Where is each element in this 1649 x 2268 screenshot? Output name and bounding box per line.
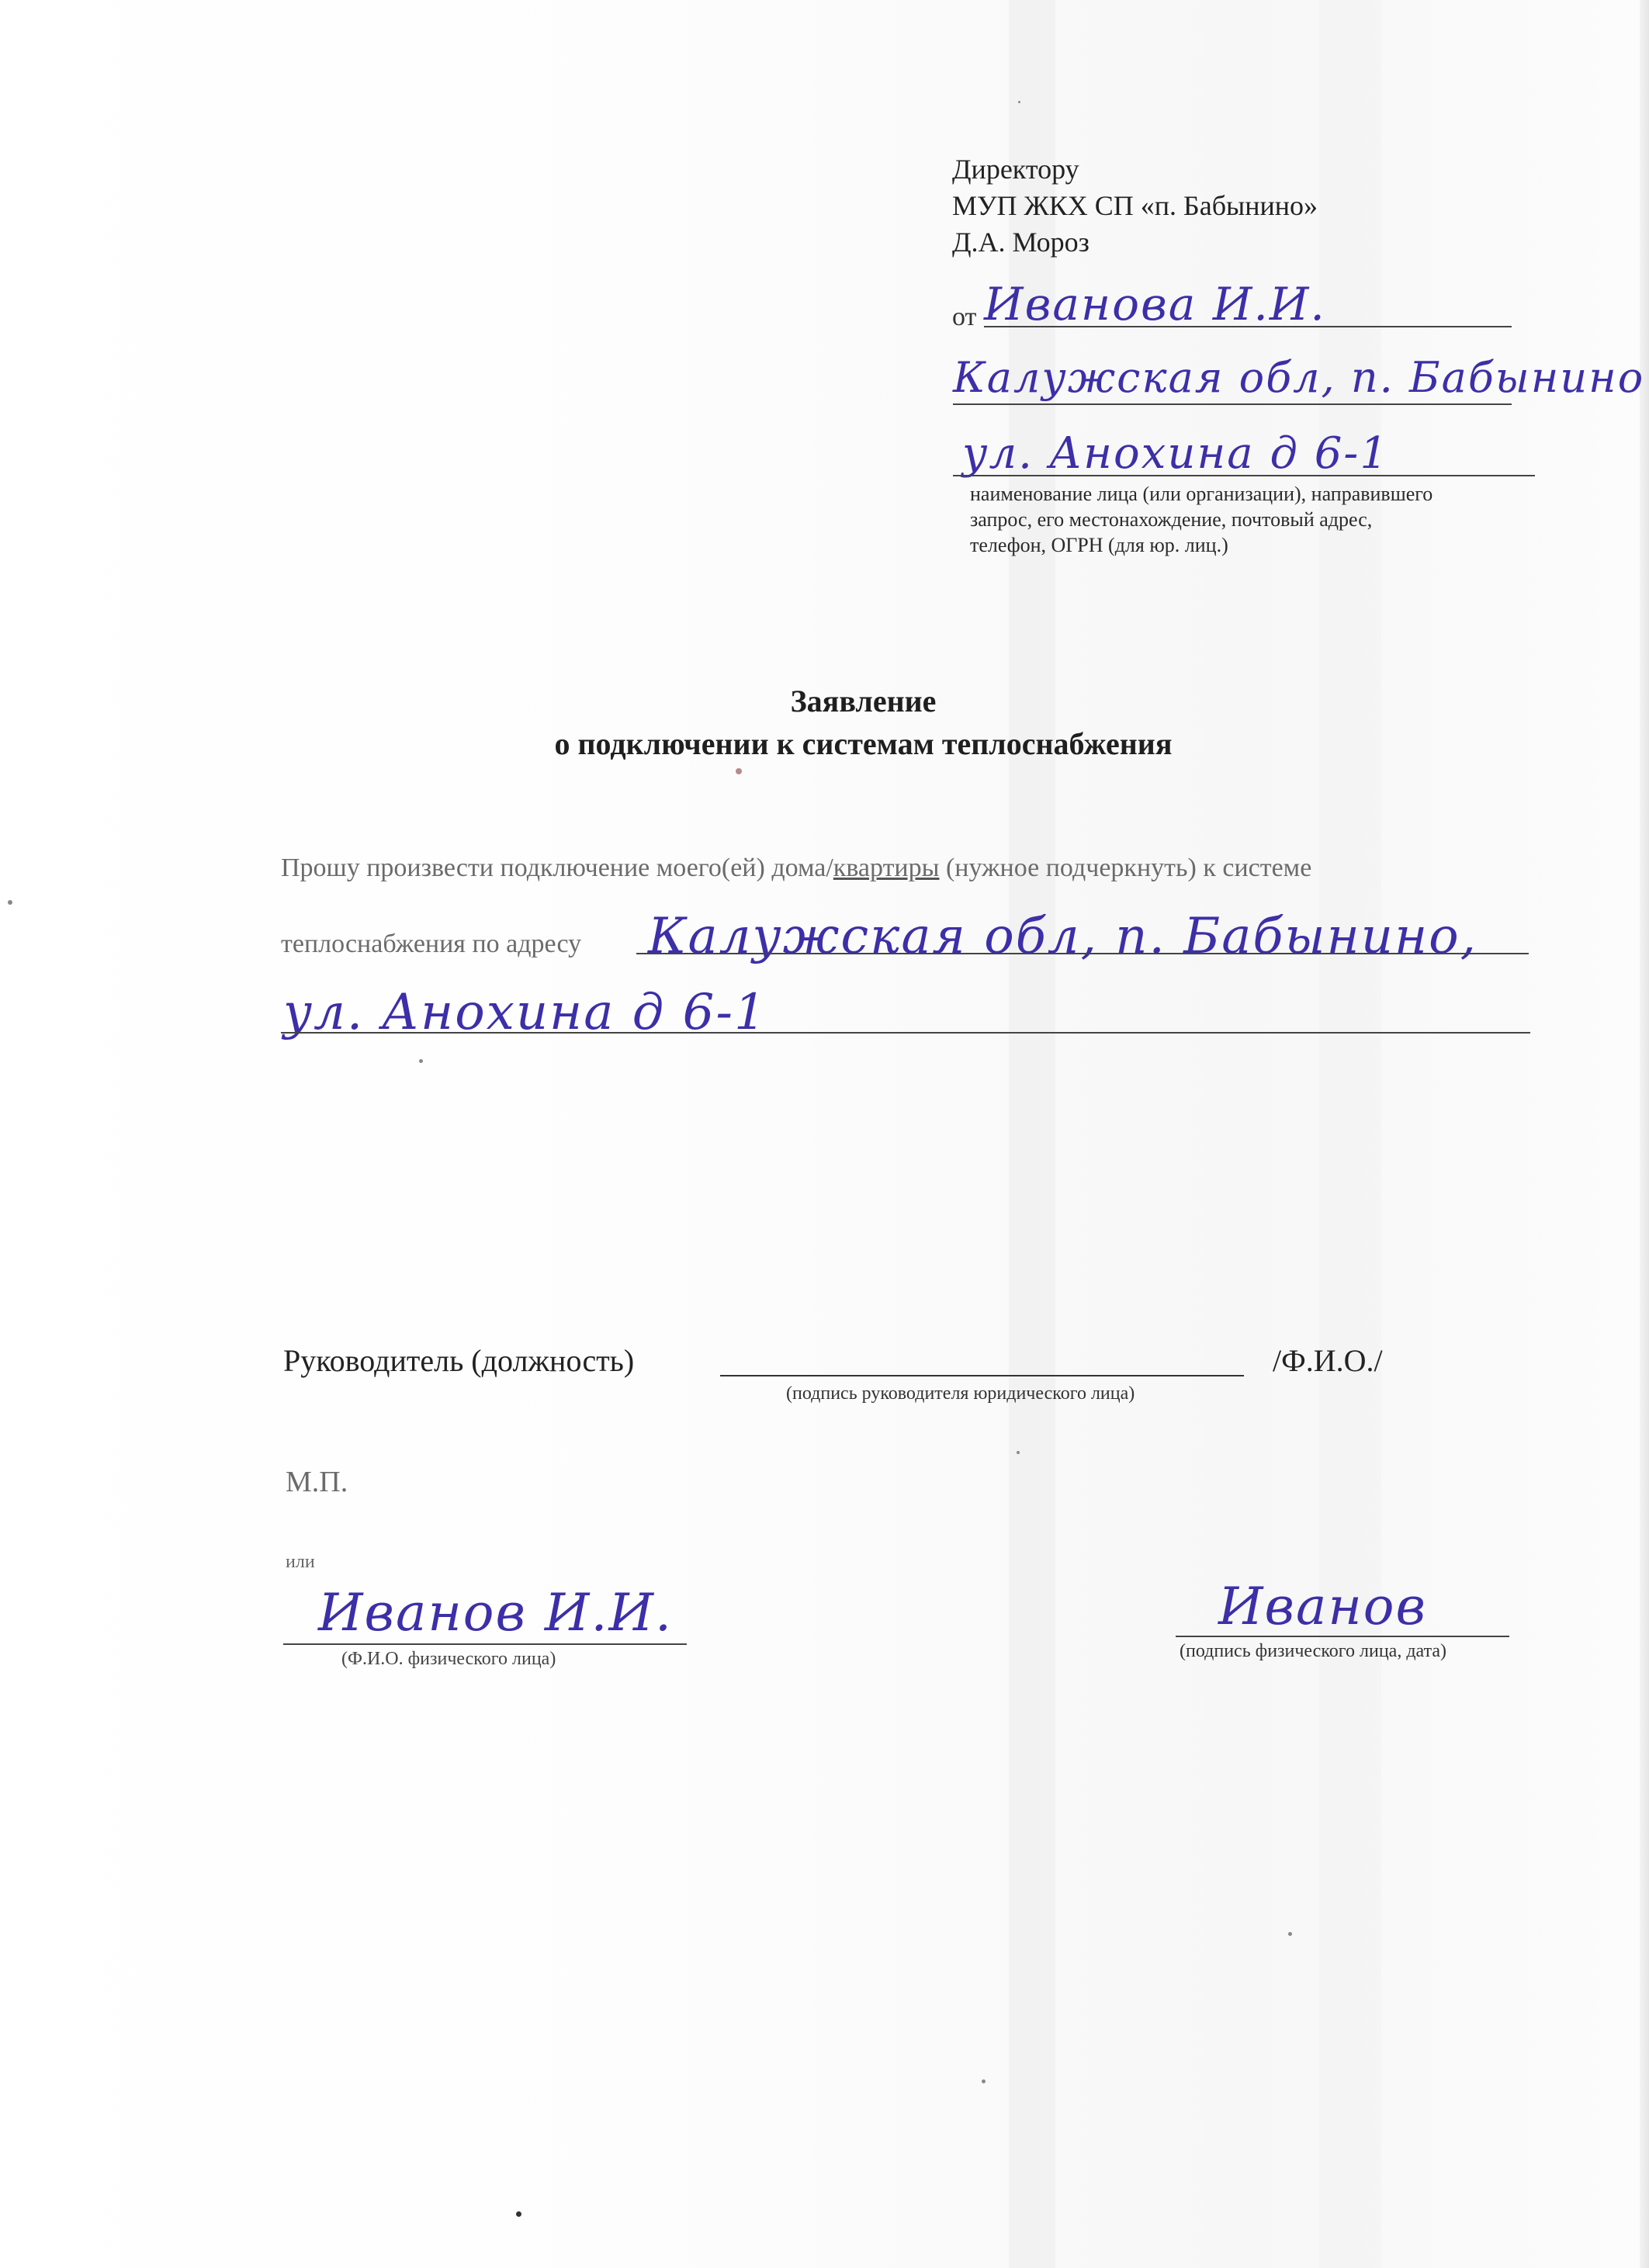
request-address-handwritten-line2: ул. Анохина д 6-1: [283, 984, 767, 1041]
scan-speck: [982, 2079, 986, 2083]
scan-speck: [736, 768, 742, 774]
person-signature-line: [1176, 1636, 1509, 1637]
person-signature-handwritten: Иванов: [1218, 1577, 1427, 1636]
request-address-handwritten-line1: Калужская обл, п. Бабынино,: [648, 908, 1478, 965]
signature-caption: (подпись физического лица, дата): [1180, 1641, 1447, 1661]
request-line1: [281, 854, 1311, 883]
scan-speck: [1018, 101, 1020, 103]
document-title: Заявление: [790, 684, 937, 718]
from-label: от: [952, 303, 977, 331]
scan-speck: [1017, 1451, 1020, 1454]
applicant-caption-line3: телефон, ОГРН (для юр. лиц.): [970, 534, 1228, 556]
applicant-address-line2-handwritten: ул. Анохина д 6-1: [962, 428, 1389, 479]
director-label: Руководитель (должность): [283, 1343, 635, 1378]
scan-speck: [516, 2211, 521, 2217]
request-text-part2: (нужное подчеркнуть) к системе: [939, 854, 1312, 882]
person-name-line: [283, 1643, 687, 1645]
applicant-caption-line2: запрос, его местонахождение, почтовый адрес,: [970, 508, 1373, 531]
or-label: или: [286, 1552, 315, 1572]
request-text-part1: Прошу произвести подключение моего(ей) дома/: [281, 854, 833, 882]
director-caption: (подпись руководителя юридического лица): [786, 1383, 1135, 1404]
applicant-caption: [970, 481, 1432, 558]
request-address-line1: [636, 953, 1529, 954]
applicant-name-handwritten: Иванова И.И.: [984, 278, 1326, 331]
scan-edge: [1640, 0, 1649, 2268]
person-caption: (Ф.И.О. физического лица): [341, 1649, 556, 1669]
scan-shading: [1319, 0, 1381, 2268]
applicant-address-line1: [953, 403, 1512, 405]
person-name-handwritten: Иванов И.И.: [318, 1583, 673, 1643]
addressee-block: [952, 151, 1318, 261]
applicant-caption-line1: наименование лица (или организации), направившего: [970, 483, 1433, 505]
request-underlined-choice: квартиры: [833, 854, 940, 882]
applicant-address-line1-handwritten: Калужская обл, п. Бабынино: [953, 353, 1645, 402]
scan-speck: [419, 1059, 423, 1063]
addressee-organization: МУП ЖКХ СП «п. Бабынино»: [952, 190, 1318, 221]
addressee-position: Директору: [952, 154, 1079, 185]
request-address-label: теплоснабжения по адресу: [281, 930, 582, 958]
scan-shading: [1009, 0, 1055, 2268]
scan-speck: [1288, 1932, 1292, 1936]
fio-label: /Ф.И.О./: [1273, 1343, 1383, 1378]
document-subtitle: о подключении к системам теплоснабжения: [554, 726, 1173, 761]
request-address-line2: [281, 1032, 1530, 1034]
director-signature-line: [720, 1375, 1244, 1376]
applicant-address-line2: [953, 475, 1535, 476]
addressee-name: Д.А. Мороз: [952, 227, 1090, 258]
applicant-name-line: [984, 326, 1512, 327]
stamp-label: М.П.: [286, 1466, 348, 1498]
scan-speck: [8, 900, 12, 905]
